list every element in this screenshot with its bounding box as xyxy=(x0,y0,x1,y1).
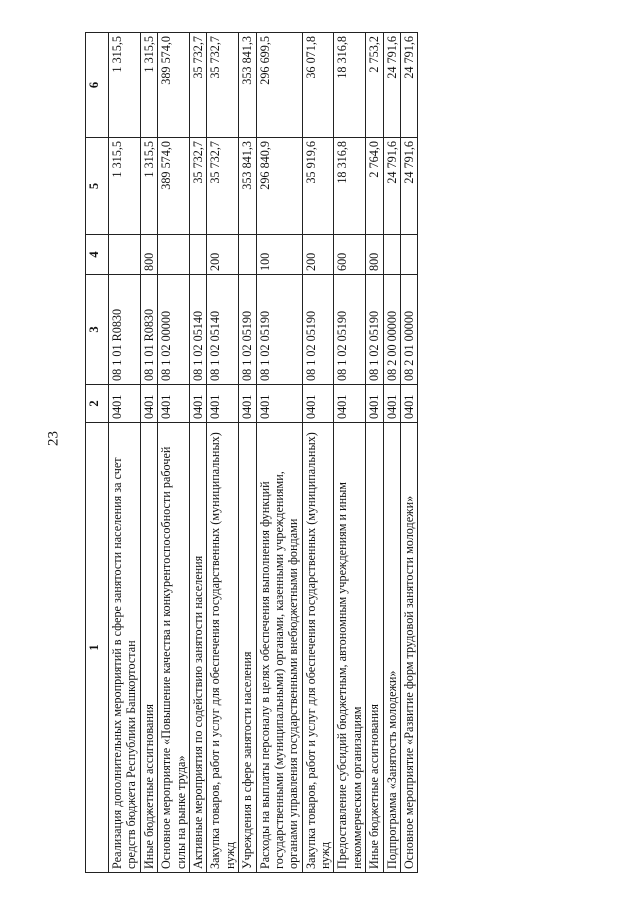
row-section: 0401 xyxy=(158,385,190,423)
row-description: Закупка товаров, работ и услуг для обеспечения государственных (муниципальных) нужд xyxy=(207,423,239,873)
row-description: Активные мероприятия по содействию занятости населения xyxy=(189,423,206,873)
row-amount-6: 2 753,2 xyxy=(366,33,383,138)
row-expense-type: 200 xyxy=(302,235,334,275)
table-frame xyxy=(85,33,600,873)
table-row xyxy=(207,33,239,873)
row-expense-type: 800 xyxy=(140,235,157,275)
row-target-article: 08 1 02 05140 xyxy=(189,275,206,385)
row-amount-5: 1 315,5 xyxy=(140,138,157,235)
table-row xyxy=(109,33,141,873)
row-amount-6: 389 574,0 xyxy=(158,33,190,138)
page-number: 23 xyxy=(45,431,62,446)
row-expense-type: 600 xyxy=(334,235,366,275)
row-target-article: 08 1 02 05190 xyxy=(334,275,366,385)
row-amount-6: 24 791,6 xyxy=(383,33,400,138)
row-section: 0401 xyxy=(189,385,206,423)
row-amount-5: 1 315,5 xyxy=(109,138,141,235)
row-target-article: 08 2 00 00000 xyxy=(383,275,400,385)
row-section: 0401 xyxy=(302,385,334,423)
row-section: 0401 xyxy=(383,385,400,423)
row-section: 0401 xyxy=(239,385,256,423)
table-row xyxy=(158,33,190,873)
row-amount-6: 1 315,5 xyxy=(140,33,157,138)
row-amount-5: 35 732,7 xyxy=(189,138,206,235)
row-expense-type xyxy=(158,235,190,275)
row-amount-5: 35 919,6 xyxy=(302,138,334,235)
row-section: 0401 xyxy=(334,385,366,423)
row-amount-5: 389 574,0 xyxy=(158,138,190,235)
row-section: 0401 xyxy=(207,385,239,423)
table-row xyxy=(189,33,206,873)
row-amount-5: 2 764,0 xyxy=(366,138,383,235)
row-target-article: 08 1 02 05190 xyxy=(239,275,256,385)
row-amount-6: 35 732,7 xyxy=(207,33,239,138)
row-expense-type xyxy=(239,235,256,275)
table-rotated xyxy=(85,33,600,873)
row-expense-type: 100 xyxy=(256,235,302,275)
table-row xyxy=(302,33,334,873)
table-row xyxy=(334,33,366,873)
row-expense-type xyxy=(401,235,418,275)
row-description: Иные бюджетные ассигнования xyxy=(140,423,157,873)
row-target-article: 08 1 01 R0830 xyxy=(140,275,157,385)
row-section: 0401 xyxy=(366,385,383,423)
row-description: Основное мероприятие «Повышение качества и конкурентоспособности рабочей силы на рынке труда» xyxy=(158,423,190,873)
row-target-article: 08 1 02 00000 xyxy=(158,275,190,385)
row-description: Подпрограмма «Занятость молодежи» xyxy=(383,423,400,873)
row-amount-5: 35 732,7 xyxy=(207,138,239,235)
row-target-article: 08 1 02 05190 xyxy=(302,275,334,385)
row-description: Иные бюджетные ассигнования xyxy=(366,423,383,873)
row-target-article: 08 1 01 R0830 xyxy=(109,275,141,385)
table-row xyxy=(256,33,302,873)
row-amount-6: 1 315,5 xyxy=(109,33,141,138)
header-col-2: 2 xyxy=(86,385,109,423)
row-amount-5: 24 791,6 xyxy=(401,138,418,235)
table-row xyxy=(383,33,400,873)
row-amount-6: 35 732,7 xyxy=(189,33,206,138)
row-description: Реализация дополнительных мероприятий в сфере занятости населения за счет средств бюджета Республики Башкортостан xyxy=(109,423,141,873)
row-target-article: 08 1 02 05190 xyxy=(366,275,383,385)
row-expense-type xyxy=(383,235,400,275)
row-amount-5: 296 840,9 xyxy=(256,138,302,235)
header-col-1: 1 xyxy=(86,423,109,873)
row-expense-type xyxy=(109,235,141,275)
header-col-6: 6 xyxy=(86,33,109,138)
row-amount-6: 36 071,8 xyxy=(302,33,334,138)
row-target-article: 08 1 02 05190 xyxy=(256,275,302,385)
row-section: 0401 xyxy=(140,385,157,423)
row-description: Расходы на выплаты персоналу в целях обеспечения выполнения функций государственными (муниципальными) органами, казенными учреждениями, органами управления государственными внебюджетными фондами xyxy=(256,423,302,873)
header-col-3: 3 xyxy=(86,275,109,385)
table-row xyxy=(401,33,418,873)
row-amount-6: 24 791,6 xyxy=(401,33,418,138)
row-target-article: 08 2 01 00000 xyxy=(401,275,418,385)
row-amount-6: 18 316,8 xyxy=(334,33,366,138)
row-section: 0401 xyxy=(256,385,302,423)
row-amount-6: 353 841,3 xyxy=(239,33,256,138)
header-col-5: 5 xyxy=(86,138,109,235)
table-header-row xyxy=(86,33,109,873)
row-section: 0401 xyxy=(109,385,141,423)
table-row xyxy=(239,33,256,873)
row-section: 0401 xyxy=(401,385,418,423)
row-amount-5: 24 791,6 xyxy=(383,138,400,235)
row-amount-5: 18 316,8 xyxy=(334,138,366,235)
budget-table xyxy=(85,32,418,873)
row-description: Основное мероприятие «Развитие форм трудовой занятости молодежи» xyxy=(401,423,418,873)
row-amount-6: 296 699,5 xyxy=(256,33,302,138)
row-amount-5: 353 841,3 xyxy=(239,138,256,235)
row-expense-type: 800 xyxy=(366,235,383,275)
row-expense-type xyxy=(189,235,206,275)
row-description: Предоставление субсидий бюджетным, автономным учреждениям и иным некоммерческим организациям xyxy=(334,423,366,873)
header-col-4: 4 xyxy=(86,235,109,275)
table-row xyxy=(366,33,383,873)
row-expense-type: 200 xyxy=(207,235,239,275)
table-row xyxy=(140,33,157,873)
row-target-article: 08 1 02 05140 xyxy=(207,275,239,385)
row-description: Закупка товаров, работ и услуг для обеспечения государственных (муниципальных) нужд xyxy=(302,423,334,873)
row-description: Учреждения в сфере занятости населения xyxy=(239,423,256,873)
